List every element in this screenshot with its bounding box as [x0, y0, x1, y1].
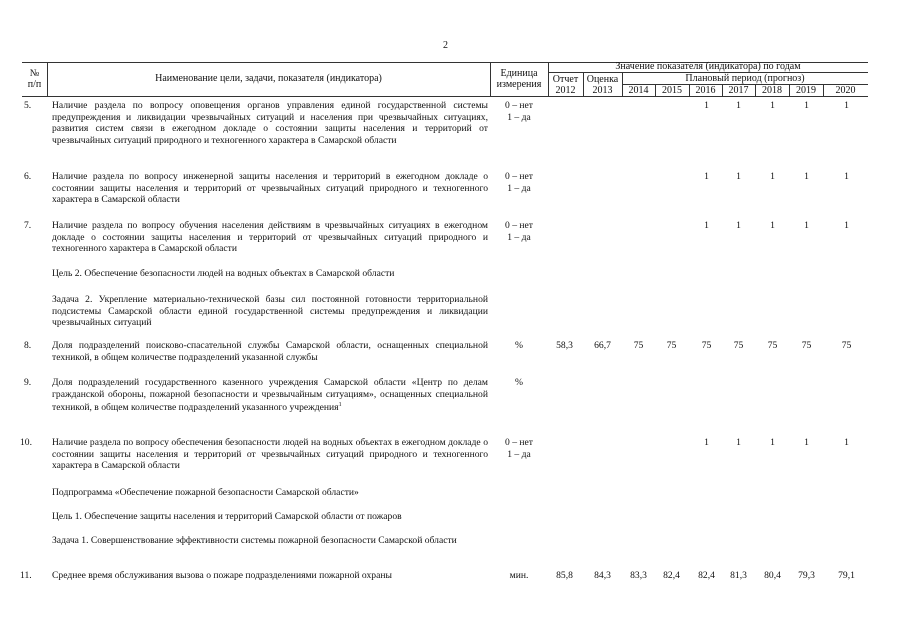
- goal-1-heading: Цель 1. Обеспечение защиты населения и территорий Самарской области от пожаров: [52, 511, 402, 522]
- row-number: 10.: [20, 437, 32, 448]
- row-unit: %: [515, 377, 523, 388]
- row-value: 85,8: [556, 570, 573, 581]
- header-num-2: п/п: [27, 79, 42, 90]
- row-description: Наличие раздела по вопросу обучения населения действиям в чрезвычайных ситуациях в ежегодном докладе о состоянии защиты населения и территорий от чрезвычайных ситуаций природного и техногенного характера в Самарской области: [52, 220, 488, 254]
- row-value: 1: [736, 100, 741, 111]
- row-description: [52, 377, 488, 414]
- row-value: 81,3: [730, 570, 747, 581]
- header-planned: Плановый период (прогноз): [685, 73, 805, 84]
- header-year: 2018: [762, 85, 782, 96]
- row-value: 75: [666, 340, 677, 351]
- row-value: 1: [804, 437, 809, 448]
- header-unit-2: измерения: [496, 79, 542, 90]
- row-value: 1: [804, 171, 809, 182]
- row-value: 79,3: [798, 570, 815, 581]
- row-value: 75: [767, 340, 778, 351]
- row-description-text: Доля подразделений государственного казенного учреждения Самарской области «Центр по делам гражданской обороны, пожарной безопасности и чрезвычайным ситуациям», оснащенных специальной техникой, в общем количестве подразделений указанного учреждения: [52, 377, 488, 414]
- row-description: Наличие раздела по вопросу оповещения органов управления единой государственной системы предупреждения и ликвидации чрезвычайных ситуаций и населения при чрезвычайных ситуациях, развития систем связи в ежегодном докладе о состоянии защиты населения и территорий от чрезвычайных ситуаций природного и техногенного характера в Самарской области: [52, 100, 488, 146]
- row-value: 1: [804, 100, 809, 111]
- row-value: 1: [736, 220, 741, 231]
- row-value: 83,3: [630, 570, 647, 581]
- header-year: 2017: [728, 85, 749, 96]
- row-description: Наличие раздела по вопросу обеспечения безопасности людей на водных объектах в ежегодном докладе о состоянии защиты населения и территорий от чрезвычайных ситуаций природного и техногенного характера в Самарской области: [52, 437, 488, 471]
- row-value: 1: [736, 437, 741, 448]
- row-unit: 0 – нет 1 – да: [505, 171, 533, 194]
- row-number: 11.: [20, 570, 32, 581]
- row-unit: мин.: [509, 570, 529, 581]
- header-estimate: Оценка: [586, 74, 619, 85]
- header-name: Наименование цели, задачи, показателя (индикатора): [155, 73, 382, 84]
- row-value: 1: [736, 171, 741, 182]
- header-year: 2019: [796, 85, 816, 96]
- row-value: 1: [770, 220, 775, 231]
- row-value: 1: [844, 220, 849, 231]
- row-description: Наличие раздела по вопросу инженерной защиты населения и территорий в ежегодном докладе о состоянии защиты населения и территорий от чрезвычайных ситуаций природного и техногенного характера в Самарской области: [52, 171, 488, 205]
- header-year: 2014: [628, 85, 649, 96]
- row-value: 84,3: [594, 570, 611, 581]
- row-unit: 0 – нет 1 – да: [505, 437, 533, 460]
- row-value: 75: [841, 340, 852, 351]
- goal-2-heading: Цель 2. Обеспечение безопасности людей на водных объектах в Самарской области: [52, 268, 395, 279]
- row-value: 75: [701, 340, 712, 351]
- row-number: 9.: [24, 377, 32, 388]
- row-value: 82,4: [698, 570, 715, 581]
- row-number: 5.: [24, 100, 32, 111]
- header-unit-1: Единица: [500, 68, 538, 79]
- row-value: 75: [633, 340, 644, 351]
- row-value: 82,4: [663, 570, 680, 581]
- row-value: 1: [704, 220, 709, 231]
- row-number: 6.: [24, 171, 32, 182]
- row-value: 1: [770, 437, 775, 448]
- row-value: 75: [801, 340, 812, 351]
- row-value: 79,1: [838, 570, 855, 581]
- task-1-heading: Задача 1. Совершенствование эффективности системы пожарной безопасности Самарской области: [52, 535, 457, 546]
- row-value: 1: [770, 171, 775, 182]
- task-2-heading: Задача 2. Укрепление материально-технической базы сил постоянной готовности территориальной подсистемы Самарской области единой государственной системы предупреждения и ликвидации чрезвычайных ситуаций: [52, 294, 488, 328]
- row-unit: 0 – нет 1 – да: [505, 220, 533, 243]
- row-description: Доля подразделений поисково-спасательной службы Самарской области, оснащенных специальной техникой, в общем количестве подразделений указанной службы: [52, 340, 488, 363]
- row-number: 8.: [24, 340, 32, 351]
- row-value: 58,3: [556, 340, 573, 351]
- footnote-marker: 1: [338, 402, 342, 408]
- header-year: 2020: [835, 85, 856, 96]
- header-year: 2013: [592, 85, 613, 96]
- header-num: №: [29, 68, 40, 79]
- row-description: Среднее время обслуживания вызова о пожаре подразделениями пожарной охраны: [52, 570, 392, 581]
- row-number: 7.: [24, 220, 32, 231]
- header-year: 2012: [555, 85, 576, 96]
- row-value: 1: [704, 171, 709, 182]
- row-unit: 0 – нет 1 – да: [505, 100, 533, 123]
- row-value: 80,4: [764, 570, 781, 581]
- row-value: 1: [804, 220, 809, 231]
- subprogram-heading: Подпрограмма «Обеспечение пожарной безопасности Самарской области»: [52, 487, 359, 498]
- row-value: 1: [844, 100, 849, 111]
- row-value: 1: [704, 100, 709, 111]
- row-value: 1: [770, 100, 775, 111]
- row-value: 1: [844, 171, 849, 182]
- row-value: 1: [844, 437, 849, 448]
- row-value: 75: [733, 340, 744, 351]
- row-value: 66,7: [594, 340, 611, 351]
- header-year: 2015: [662, 85, 682, 96]
- header-report: Отчет: [552, 74, 579, 85]
- header-year: 2016: [695, 85, 716, 96]
- header-value-group: Значение показателя (индикатора) по годам: [615, 61, 801, 72]
- row-value: 1: [704, 437, 709, 448]
- page-number: 2: [443, 40, 448, 51]
- row-unit: %: [515, 340, 523, 351]
